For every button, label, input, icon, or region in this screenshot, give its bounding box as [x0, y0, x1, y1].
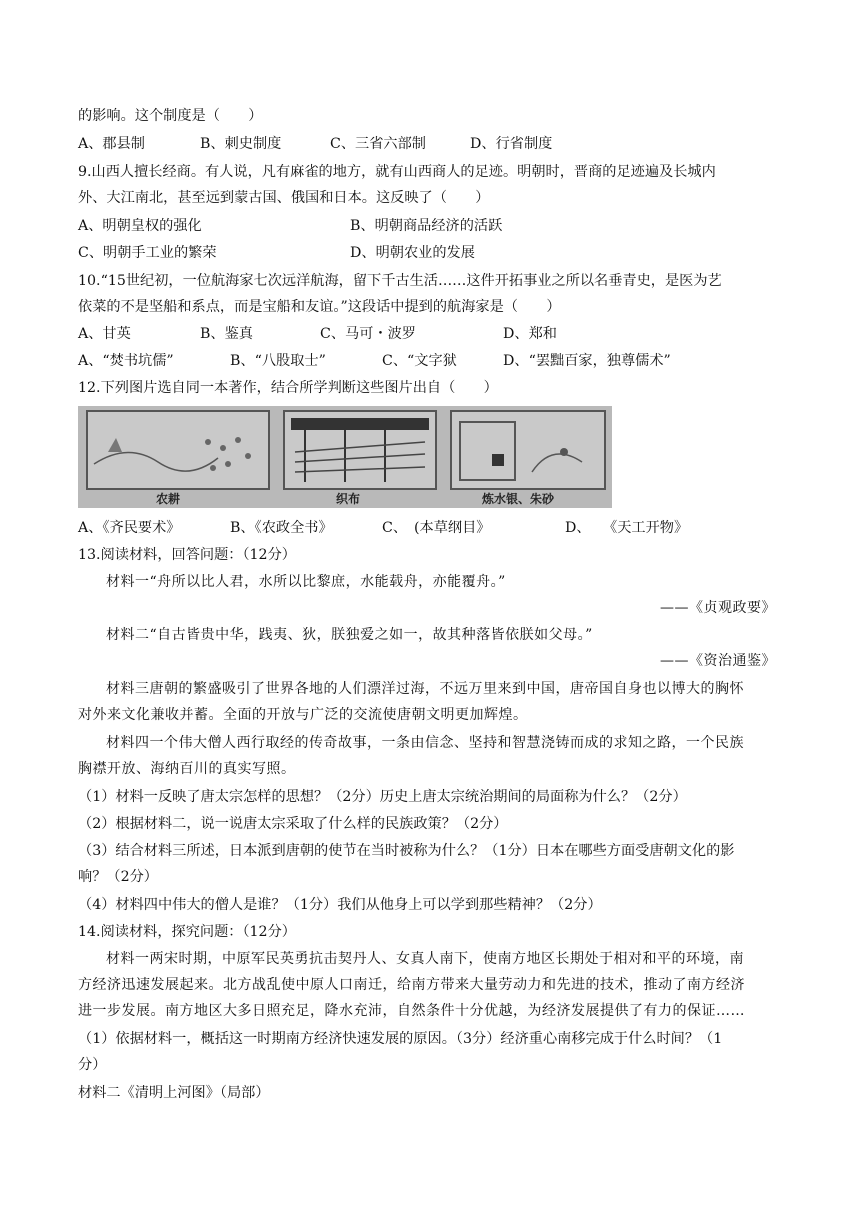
- q13-subquestion-4: （4）材料四中伟大的僧人是谁？（1分）我们从他身上可以学到那些精神？（2分）: [78, 897, 602, 913]
- q11-option-b: B、“八股取士”: [230, 353, 326, 369]
- q8-option-d: D、行省制度: [470, 136, 553, 152]
- q13-material-1-source: ——《贞观政要》: [660, 600, 776, 616]
- q13-material-1: 材料一“舟所以比人君，水所以比黎庶，水能载舟，亦能覆舟。”: [106, 574, 506, 590]
- tiangong-kaiwu-illustrations: [78, 406, 612, 508]
- q11-option-a: A、“焚书坑儒”: [78, 353, 174, 369]
- farming-illustration: [86, 410, 270, 490]
- q8-option-b: B、刺史制度: [200, 136, 282, 152]
- q14-subquestion-1-line1: （1）依据材料一，概括这一时期南方经济快速发展的原因。（3分）经济重心南移完成于什么时间？（1: [78, 1031, 723, 1047]
- q13-material-3-line1: 材料三唐朝的繁盛吸引了世界各地的人们漂洋过海，不远万里来到中国，唐帝国自身也以博大的胸怀: [106, 681, 744, 697]
- q10-option-d: D、郑和: [503, 326, 557, 342]
- q14-material-1-line2: 方经济迅速发展起来。北方战乱使中原人口南迁，给南方带来大量劳动力和先进的技术，推动了南方经济: [78, 977, 745, 993]
- q10-stem-line2: 依菜的不是坚船和系点，而是宝船和友谊。”这段话中提到的航海家是（ ）: [78, 299, 561, 315]
- q14-material-2: 材料二《清明上河图》（局部）: [78, 1085, 270, 1101]
- q8-option-c: C、三省六部制: [330, 136, 426, 152]
- q11-option-c: C、“文字狱: [382, 353, 457, 369]
- q14-stem: 14.阅读材料，探究问题：（12分）: [78, 924, 296, 940]
- q13-material-2-source: ——《资治通鉴》: [660, 653, 776, 669]
- q9-option-b: B、明朝商品经济的活跃: [350, 218, 503, 234]
- caption-mercury: 炼水银、朱砂: [482, 492, 555, 506]
- q13-material-4-line1: 材料四一个伟大僧人西行取经的传奇故事，一条由信念、坚持和智慧浇铸而成的求知之路，一个民族: [106, 735, 744, 751]
- q12-option-c-text: (本草纲目》: [414, 520, 491, 536]
- q10-stem-line1: 10.“15世纪初，一位航海家七次远洋航海，留下千古生活……这件开拓事业之所以名垂青史，是医为艺: [78, 273, 722, 289]
- mercury-cinnabar-illustration: [450, 410, 606, 490]
- q13-material-3-line2: 对外来文化兼收并蓄。全面的开放与广泛的交流使唐朝文明更加辉煌。: [78, 707, 528, 723]
- q9-option-a: A、明朝皇权的强化: [78, 218, 202, 234]
- caption-farming: 农耕: [156, 492, 181, 506]
- q12-stem: 12.下列图片选自同一本著作，结合所学判断这些图片出自（ ）: [78, 380, 498, 396]
- q11-option-d: D、“罢黜百家，独尊儒术”: [503, 353, 671, 369]
- q12-option-b: B、《农政全书》: [230, 520, 333, 536]
- q13-subquestion-1: （1）材料一反映了唐太宗怎样的思想？（2分）历史上唐太宗统治期间的局面称为什么？（2分）: [78, 789, 687, 805]
- q14-material-1-line1: 材料一两宋时期，中原军民英勇抗击契丹人、女真人南下，使南方地区长期处于相对和平的环境，南: [106, 951, 744, 967]
- q10-option-c: C、马可・波罗: [320, 326, 416, 342]
- q14-material-1-line3: 进一步发展。南方地区大多日照充足，降水充沛，自然条件十分优越，为经济发展提供了有力的保证……: [78, 1003, 745, 1019]
- q9-stem-line1: 9.山西人擅长经商。有人说，凡有麻雀的地方，就有山西商人的足迹。明朝时，晋商的足迹遍及长城内: [78, 164, 716, 180]
- q8-option-a: A、郡县制: [78, 136, 145, 152]
- q10-option-a: A、甘英: [78, 326, 131, 342]
- q13-stem: 13.阅读材料，回答问题：（12分）: [78, 547, 296, 563]
- q13-material-2: 材料二“自古皆贵中华，践夷、狄，朕独爱之如一，故其种落皆依朕如父母。”: [106, 627, 593, 643]
- q13-material-4-line2: 胸襟开放、海纳百川的真实写照。: [78, 761, 296, 777]
- q13-subquestion-3-line2: 响？（2分）: [78, 869, 158, 885]
- weaving-illustration: [283, 410, 437, 490]
- q12-option-d-label: D、: [565, 520, 591, 536]
- q9-option-d: D、明朝农业的发展: [350, 245, 475, 261]
- q13-subquestion-2: （2）根据材料二，说一说唐太宗采取了什么样的民族政策？（2分）: [78, 816, 508, 832]
- caption-weaving: 织布: [336, 492, 361, 506]
- q9-stem-line2: 外、大江南北，甚至远到蒙古国、俄国和日本。这反映了（ ）: [78, 190, 490, 206]
- q12-option-c-label: C、: [382, 520, 408, 536]
- q9-option-c: C、明朝手工业的繁荣: [78, 245, 217, 261]
- q12-option-a: A、《齐民要术》: [78, 520, 181, 536]
- q13-subquestion-3-line1: （3）结合材料三所述，日本派到唐朝的使节在当时被称为什么？（1分）日本在哪些方面受唐朝文化的影: [78, 843, 735, 859]
- q14-subquestion-1-line2: 分）: [78, 1057, 107, 1073]
- q12-option-d-text: 《天工开物》: [603, 520, 689, 536]
- q8-stem-tail: 的影响。这个制度是（ ）: [78, 108, 263, 124]
- q10-option-b: B、鉴真: [200, 326, 253, 342]
